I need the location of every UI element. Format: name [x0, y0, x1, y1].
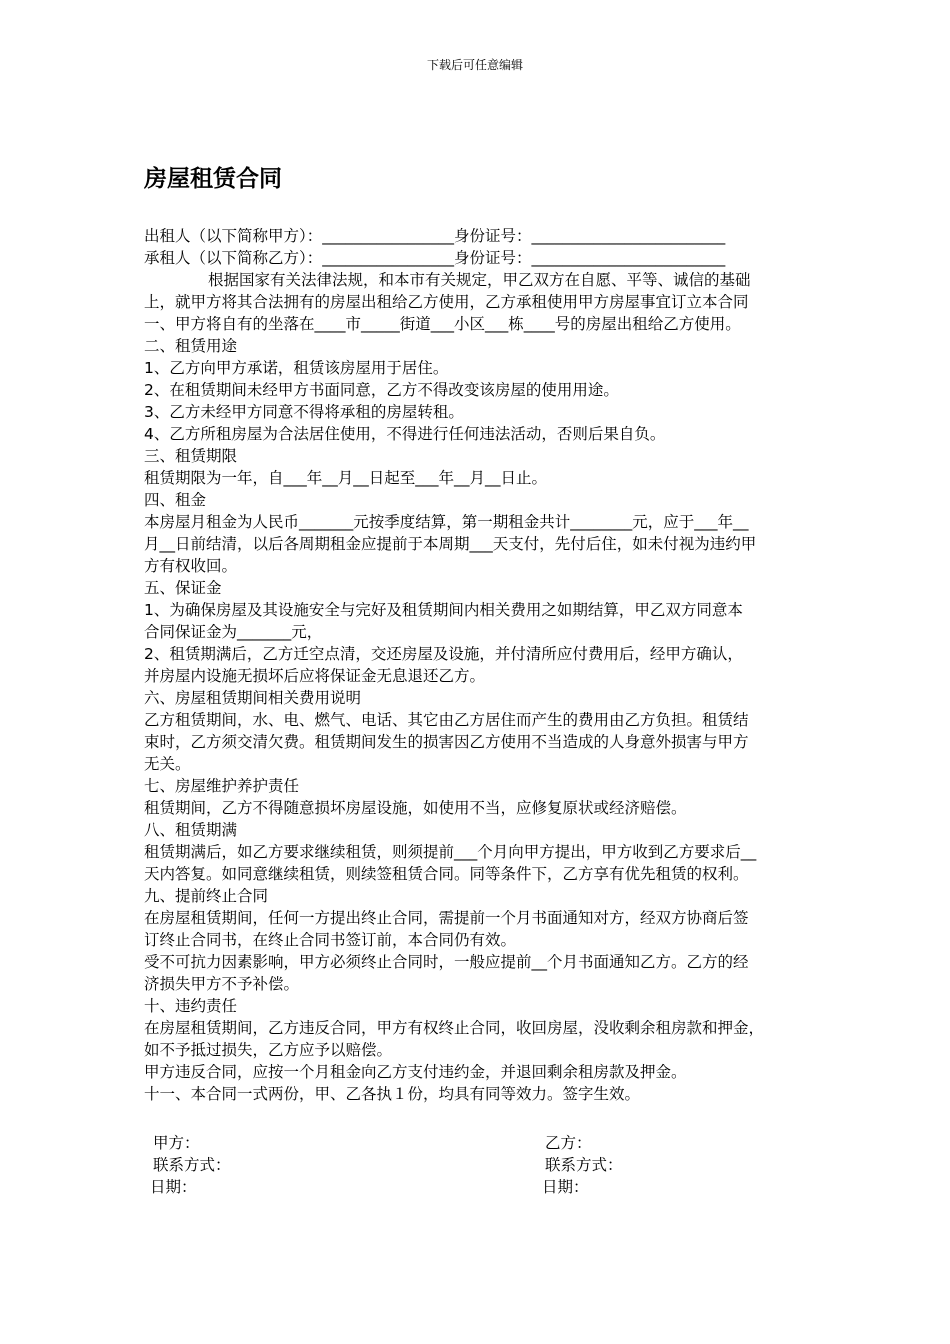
clause-line: 租赁期满后，如乙方要求继续租赁，则须提前___个月向甲方提出，甲方收到乙方要求后__: [144, 843, 757, 861]
party-a-signature: [150, 1132, 231, 1198]
clause-line: 束时，乙方须交清欠费。租赁期间发生的损害因乙方使用不当造成的人身意外损害与甲方: [144, 733, 749, 751]
party-b-contact-label: 联系方式：: [545, 1156, 623, 1174]
clause-line: 在房屋租赁期间，乙方违反合同，甲方有权终止合同，收回房屋，没收剩余租房款和押金，: [144, 1019, 765, 1037]
clause-line: 2、在租赁期间未经甲方书面同意，乙方不得改变该房屋的使用用途。: [144, 381, 619, 399]
section-heading: 二、租赁用途: [144, 337, 238, 355]
section-heading: 八、租赁期满: [144, 821, 238, 839]
clause-line: 乙方租赁期间，水、电、燃气、电话、其它由乙方居住而产生的费用由乙方负担。租赁结: [144, 711, 749, 729]
clause-line: 合同保证金为_______元，: [144, 623, 323, 641]
party-b-date-label: 日期：: [542, 1178, 589, 1196]
clause-line: 租赁期间，乙方不得随意损坏房屋设施，如使用不当，应修复原状或经济赔偿。: [144, 799, 687, 817]
clause-line: 天内答复。如同意继续租赁，则续签租赁合同。同等条件下，乙方享有优先租赁的权利。: [144, 865, 749, 883]
section-heading: 七、房屋维护养护责任: [144, 777, 300, 795]
signature-block: [0, 1132, 950, 1202]
clause-line: 1、乙方向甲方承诺，租赁该房屋用于居住。: [144, 359, 449, 377]
section-heading: 三、租赁期限: [144, 447, 238, 465]
clause-line: 无关。: [144, 755, 191, 773]
clause-line: 租赁期限为一年，自___年__月__日起至___年__月__日止。: [144, 469, 548, 487]
section-heading: 六、房屋租赁期间相关费用说明: [144, 689, 362, 707]
section-heading: 五、保证金: [144, 579, 222, 597]
section-heading: 四、租金: [144, 491, 207, 509]
party-b-label: 乙方：: [545, 1134, 592, 1152]
clause-line: 并房屋内设施无损坏后应将保证金无息退还乙方。: [144, 667, 486, 685]
clause-line: 2、租赁期满后，乙方迁空点清，交还房屋及设施，并付清所应付费用后，经甲方确认，: [144, 645, 743, 663]
party-a-label: 甲方：: [153, 1134, 200, 1152]
preamble-line: 根据国家有关法律法规，和本市有关规定，甲乙双方在自愿、平等、诚信的基础: [208, 271, 751, 289]
party-a-date-label: 日期：: [150, 1178, 197, 1196]
header-note: 下载后可任意编辑: [426, 58, 523, 72]
party-b-signature: [542, 1132, 623, 1198]
clause-line: 4、乙方所租房屋为合法居住使用，不得进行任何违法活动，否则后果自负。: [144, 425, 666, 443]
section-heading: 九、提前终止合同: [144, 887, 269, 905]
contract-body: [144, 225, 814, 1105]
section-heading: 十、违约责任: [144, 997, 238, 1015]
clause-line: 在房屋租赁期间，任何一方提出终止合同，需提前一个月书面通知对方，经双方协商后签: [144, 909, 749, 927]
document-title: 房屋租赁合同: [144, 166, 282, 192]
lessee-line: 承租人（以下简称乙方）：_________________身份证号：_________________________: [144, 249, 726, 267]
clause-line: 如不予抵过损失，乙方应予以赔偿。: [144, 1041, 393, 1059]
clause-line: 济损失甲方不予补偿。: [144, 975, 300, 993]
clause-line: 十一、本合同一式两份，甲、乙各执１份，均具有同等效力。签字生效。: [144, 1085, 641, 1103]
clause-line: 月__日前结清，以后各周期租金应提前于本周期___天支付，先付后住，如未付视为违约甲: [144, 535, 757, 553]
clause-line: 甲方违反合同，应按一个月租金向乙方支付违约金，并退回剩余租房款及押金。: [144, 1063, 687, 1081]
clause-line: 受不可抗力因素影响，甲方必须终止合同时，一般应提前__个月书面通知乙方。乙方的经: [144, 953, 749, 971]
clause-line: 3、乙方未经甲方同意不得将承租的房屋转租。: [144, 403, 464, 421]
clause-1: 一、甲方将自有的坐落在____市_____街道___小区___栋____号的房屋出租给乙方使用。: [144, 315, 741, 333]
clause-line: 订终止合同书，在终止合同书签订前，本合同仍有效。: [144, 931, 517, 949]
clause-line: 本房屋月租金为人民币_______元按季度结算，第一期租金共计________元，应于___年__: [144, 513, 749, 531]
clause-line: 1、为确保房屋及其设施安全与完好及租赁期间内相关费用之如期结算，甲乙双方同意本: [144, 601, 743, 619]
party-a-contact-label: 联系方式：: [153, 1156, 231, 1174]
clause-line: 方有权收回。: [144, 557, 238, 575]
preamble-line: 上，就甲方将其合法拥有的房屋出租给乙方使用，乙方承租使用甲方房屋事宜订立本合同: [144, 293, 749, 311]
lessor-line: 出租人（以下简称甲方）：_________________身份证号：_________________________: [144, 227, 726, 245]
